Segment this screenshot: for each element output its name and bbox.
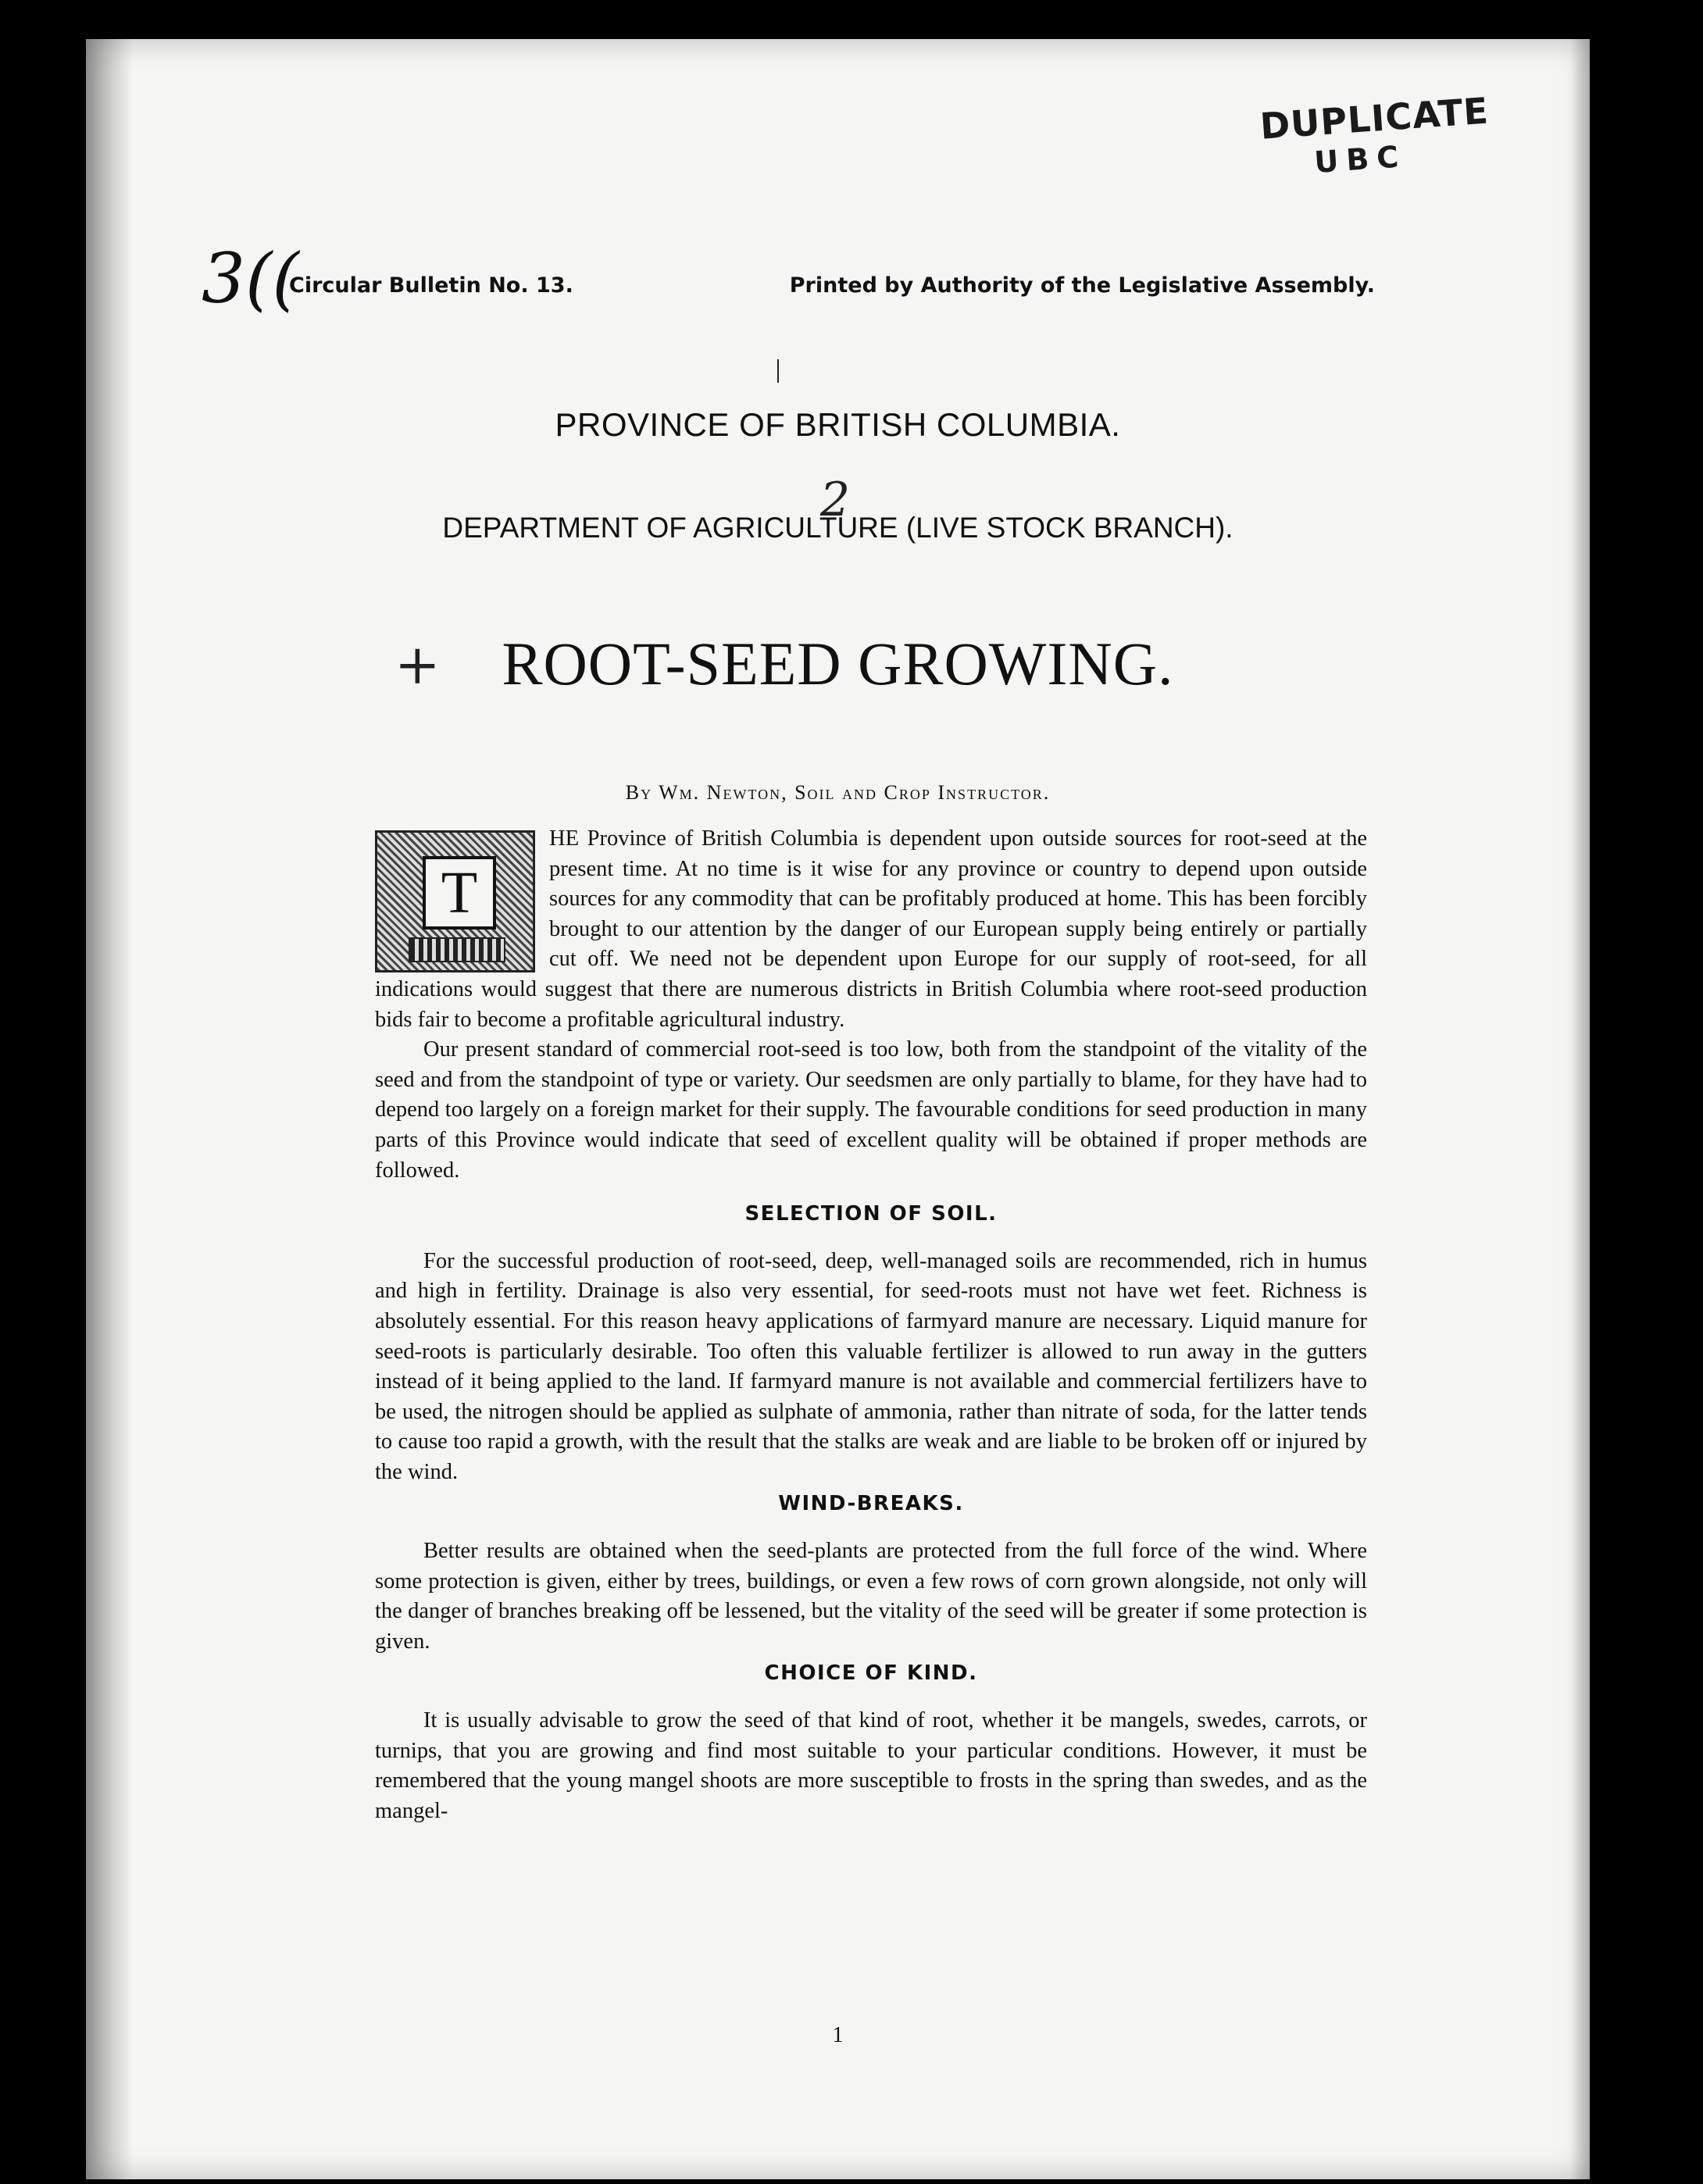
paragraph-standard: Our present standard of commercial root-seed is too low, both from the standpoint of the vitality of the seed and from the standpoint of type or variety. Our seedsmen are only partially to blame, for they have had to depend too largely on a foreign market for their supply. The favourable conditions for seed production in many parts of this Province would indicate that seed of excellent quality will be obtained if proper methods are followed. <box>375 1037 1367 1183</box>
handwritten-number: 3(( <box>202 238 299 319</box>
handwritten-two: 2 <box>820 473 851 527</box>
department-title: DEPARTMENT OF AGRICULTURE (LIVE STOCK BRANCH). <box>442 512 1234 544</box>
handwritten-plus: + <box>395 633 441 697</box>
paragraph-intro: HE Province of British Columbia is dependent upon outside sources for root-seed at the present time. At no time is it wise for any province or country to depend upon outside sources for any commodity that can be profitably produced at home. This has been forcibly brought to our attention by the danger of our European supply being entirely or partially cut off. We need not be dependent upon Europe for our supply of root-seed, for all indications would suggest that there are numerous districts in British Columbia where root-seed production bids fair to become a profitable agricultural industry. <box>375 826 1367 1032</box>
paragraph-kind: It is usually advisable to grow the seed of that kind of root, whether it be mangels, swedes, carrots, or turnips, that you are growing and find most suitable to your particular conditions. However, it must be remembered that the young mangel shoots are more susceptible to frosts in the spring than swedes, and as the mangel- <box>375 1708 1367 1823</box>
heading-wind-breaks: WIND-BREAKS. <box>778 1492 964 1516</box>
dropcap-letter: T <box>423 856 496 930</box>
province-title: PROVINCE OF BRITISH COLUMBIA. <box>555 406 1121 443</box>
paragraph-soil: For the successful production of root-seed, deep, well-managed soils are recommended, rich in humus and high in fertility. Drainage is also very essential, for seed-roots must not have wet feet. Richness is absolutely essential. For this reason heavy applications of farmyard manure are necessary. Liquid manure for seed-roots is particularly desirable. Too often this valuable fertilizer is allowed to run away in the gutters instead of it being applied to the land. If farmyard manure is not available and commercial fertilizers have to be used, the nitrogen should be applied as sulphate of ammonia, rather than nitrate of soda, for the latter tends to cause too rapid a growth, with the result that the stalks are weak and are liable to be broken off or injured by the wind. <box>375 1248 1367 1484</box>
heading-choice-of-kind: CHOICE OF KIND. <box>764 1661 978 1686</box>
heading-selection-of-soil: SELECTION OF SOIL. <box>744 1202 998 1226</box>
article-body <box>375 824 1367 1826</box>
bulletin-number: Circular Bulletin No. 13. <box>289 273 573 298</box>
paragraph-wind: Better results are obtained when the seed-plants are protected from the full force of the wind. Where some protection is given, either by trees, buildings, or even a few rows of corn grown alongside, not only will the danger of branches breaking off be lessened, but the vitality of the seed will be greater if some protection is given. <box>375 1539 1367 1654</box>
main-title: ROOT-SEED GROWING. <box>502 630 1174 698</box>
page-number: 1 <box>832 2023 844 2047</box>
author-byline: By Wm. Newton, Soil and Crop Instructor. <box>625 781 1051 804</box>
stamp-line-1: DUPLICATE <box>1259 89 1491 148</box>
stamp-line-2: UBC <box>1313 138 1408 180</box>
dropcap-ornament <box>409 937 505 962</box>
duplicate-stamp <box>1259 89 1491 198</box>
printing-authority: Printed by Authority of the Legislative Assembly. <box>789 273 1375 298</box>
margin-mark <box>777 359 779 383</box>
ornamental-dropcap <box>375 830 535 972</box>
bulletin-header <box>289 273 1375 312</box>
document-page <box>86 39 1590 2179</box>
